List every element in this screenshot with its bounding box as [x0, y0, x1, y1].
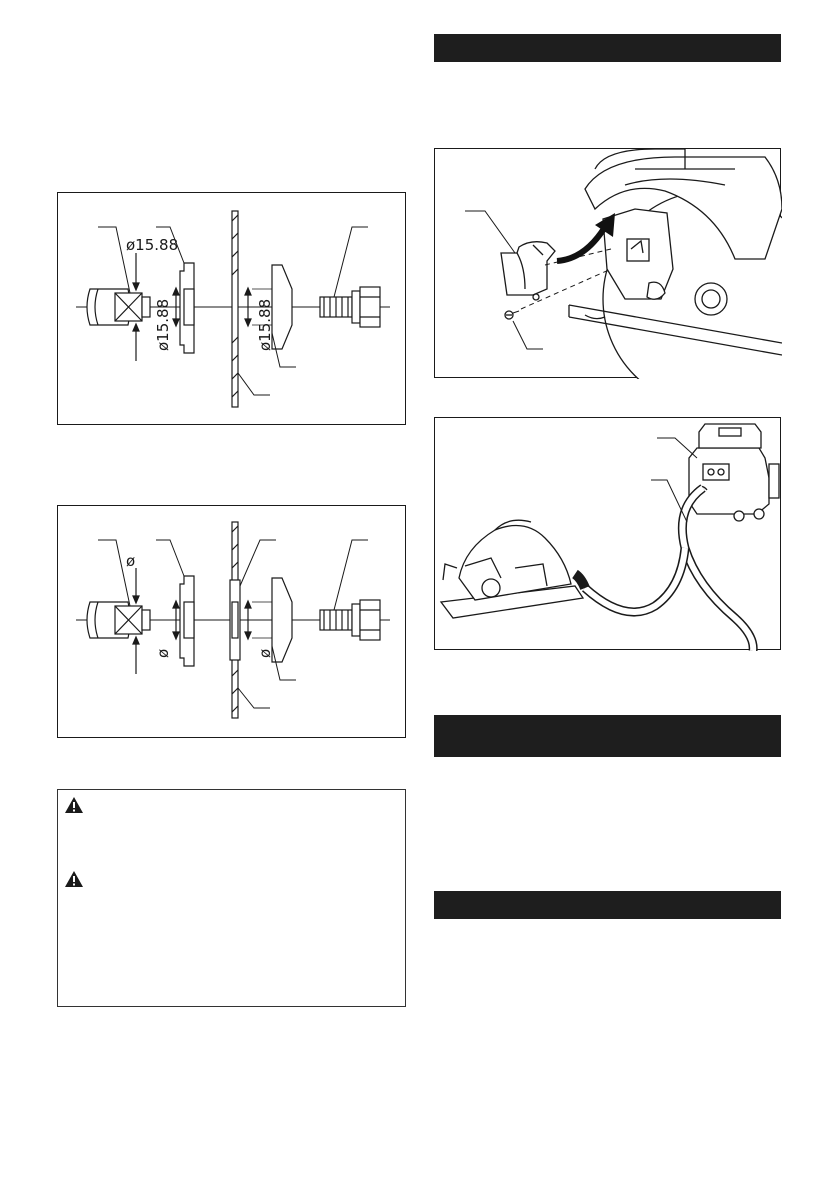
- blade-arbor: [695, 283, 727, 315]
- dust-nozzle-drawing: [435, 149, 782, 379]
- vacuum-connection-drawing: [435, 418, 782, 651]
- figure-vacuum-connection: [434, 417, 781, 650]
- leader-line: [465, 211, 515, 253]
- leader-line: [513, 321, 543, 349]
- leader-line: [238, 373, 270, 395]
- section-header-bar: [434, 891, 781, 919]
- dim-label-spindle: ø15.88: [154, 298, 172, 351]
- dim-label-flange: ø: [256, 648, 274, 658]
- blade-assembly-drawing-1: [58, 193, 407, 426]
- leader-line: [238, 688, 270, 708]
- outer-flange: [272, 265, 292, 349]
- warning-box: [57, 789, 406, 1007]
- hex-bolt-head: [360, 287, 380, 327]
- dim-label-spindle: ø: [154, 648, 172, 658]
- direction-arrow: [557, 227, 605, 261]
- leader-line: [98, 540, 130, 606]
- dim-label-flange: ø15.88: [256, 298, 274, 351]
- control-panel: [703, 464, 729, 480]
- section-header-bar: [434, 34, 781, 62]
- section-header-bar: [434, 715, 781, 757]
- blade-assembly-drawing-2: [58, 506, 407, 739]
- figure-blade-assembly-1: [57, 192, 406, 425]
- outer-flange: [272, 578, 292, 662]
- figure-blade-assembly-2: [57, 505, 406, 738]
- warning-triangle-icon: [64, 796, 84, 814]
- dust-nozzle: [501, 242, 555, 295]
- leader-line: [156, 540, 184, 576]
- hex-bolt-head: [360, 600, 380, 640]
- warning-triangle-icon: [64, 870, 84, 888]
- figure-dust-nozzle-install: [434, 148, 781, 378]
- dim-label-top: ø: [126, 552, 136, 570]
- vacuum-cleaner-body: [689, 448, 769, 514]
- dim-label-top: ø15.88: [126, 236, 179, 254]
- leader-line: [240, 540, 276, 586]
